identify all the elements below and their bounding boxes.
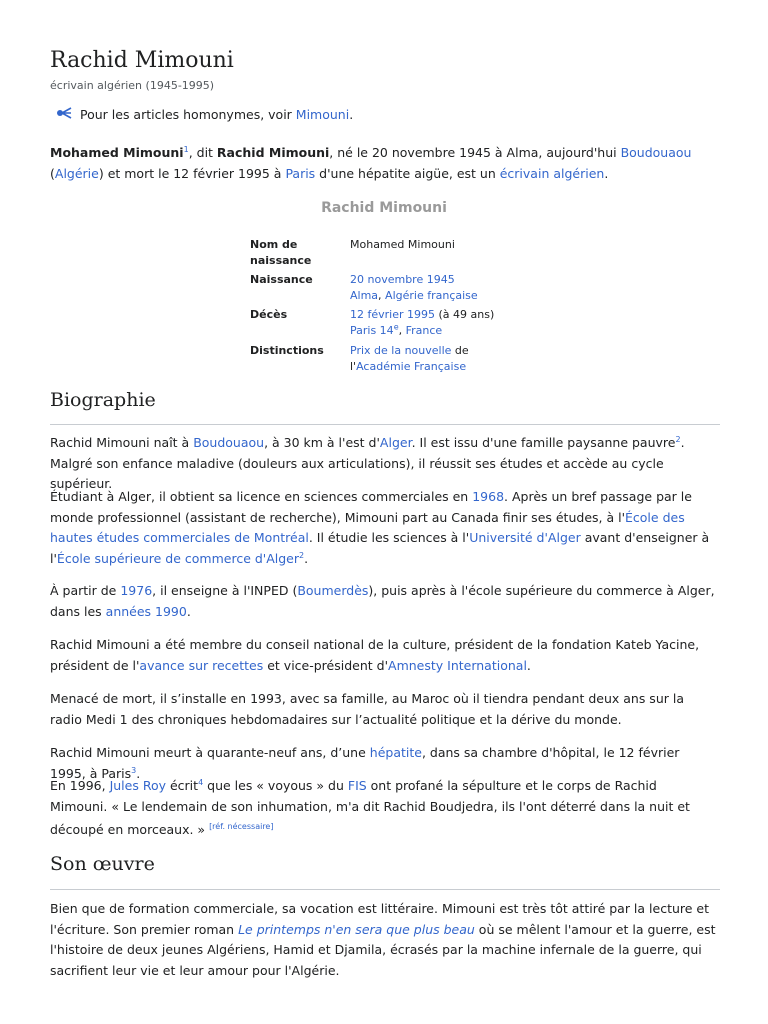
section-heading-biographie: Biographie [50,389,156,411]
ref-1[interactable]: 1 [183,144,189,154]
link-amnesty[interactable]: Amnesty International [388,657,527,673]
hatnote [56,107,353,122]
bio-paragraph-6: Rachid Mimouni meurt à quarante-neuf ans, d’une hépatite, dans sa chambre d'hôpital, le 12 février 1995, à Paris$^3$. [50,745,680,781]
link-boumerdes[interactable]: Boumerdès [297,583,369,598]
link-hepatite[interactable]: hépatite [369,745,422,760]
link-ecole-commerce-alger[interactable]: École supérieure de commerce d'Alger [56,550,300,566]
link-algerie-francaise[interactable]: Algérie française [385,288,478,302]
infobox-value: Prix de la nouvelle de l'Académie Française [350,344,469,373]
infobox-title: Rachid Mimouni [321,200,447,216]
link-hec-montreal[interactable]: École des hautes études commerciales de Montréal [50,509,685,545]
infobox-label: Naissance [250,273,313,286]
infobox-value: 12 février 1995 (à 49 ans) Paris 14e, France [350,308,495,337]
infobox-row-birth [250,272,670,303]
ref-4[interactable]: 4 [198,777,204,787]
oeuvre-paragraph-1: Bien que de formation commerciale, sa vocation est littéraire. Mimouni est très tôt attiré par la lecture et l'écriture. Son premier roman Le printemps n'en sera que plus beau où se mêlent l'amour et la guerre, est l'histoire de deux jeunes Algériens, Hamid et Djamila, écrasés par la machine infernale de la guerre, qui sacrifient leur vie et leur amour pour l'Algérie. [50,901,716,978]
link-algerie[interactable]: Algérie [54,165,99,181]
ref-2[interactable]: 2 [299,550,305,560]
link-ecrivain-algerien[interactable]: écrivain algérien [499,165,605,181]
link-alma[interactable]: Alma [350,288,379,302]
infobox-row-distinctions [250,343,670,374]
page-subtitle: écrivain algérien (1945-1995) [50,79,215,92]
ref-2[interactable]: 2 [675,434,681,444]
link-death-date[interactable]: 12 février 1995 [350,308,436,321]
bio-paragraph-4: Rachid Mimouni a été membre du conseil national de la culture, président de la fondation Kateb Yacine, président de l'avance sur recettes et vice-président d'Amnesty International. [50,637,700,673]
link-boudouaou[interactable]: Boudouaou [193,435,265,450]
link-avance-recettes[interactable]: avance sur recettes [139,657,264,673]
section-heading-oeuvre: Son œuvre [50,853,155,875]
infobox-label: Nom de naissance [250,238,312,267]
link-annees-1990[interactable]: années 1990 [105,603,187,619]
infobox-value: 20 novembre 1945 Alma, Algérie française [350,273,478,302]
link-jules-roy[interactable]: Jules Roy [109,778,166,793]
section-divider [50,424,720,425]
intro-paragraph: Mohamed Mimouni$^1$, dit Rachid Mimouni, né le 20 novembre 1945 à Alma, aujourd'hui Boudouaou (Algérie) et mort le 12 février 1995 à Paris d'une hépatite aigüe, est un écrivain algérien. [50,144,692,181]
bio-paragraph-5: Menacé de mort, il s’installe en 1993, avec sa famille, au Maroc où il tiendra pendant deux ans sur la radio Medi 1 des chroniques hebdomadaires sur l’actualité politique et la dérive du monde. [50,691,684,727]
link-universite-alger[interactable]: Université d'Alger [469,530,581,545]
link-academie-francaise[interactable]: Académie Française [356,359,467,373]
link-birth-date[interactable]: 20 novembre 1945 [350,273,455,286]
bio-paragraph-2: Étudiant à Alger, il obtient sa licence en sciences commerciales en 1968. Après un bref passage par le monde professionnel (assistant de recherche), Mimouni part au Canada finir ses études, à l'École des hautes études commerciales de Montréal. Il étudie les sciences à l'Université d'Alger avant d'enseigner à l'École supérieure de commerce d'Alger$^2$. [50,489,710,566]
link-paris-14[interactable]: Paris 14e [350,321,399,337]
link-boudouaou[interactable]: Boudouaou [620,145,692,160]
bio-paragraph-1: Rachid Mimouni naît à Boudouaou, à 30 km à l'est d'Alger. Il est issu d'une famille paysanne pauvre$^2$. Malgré son enfance maladive (douleurs aux articulations), il réussit ses études et accède au cycle supérieur. [50,434,685,491]
infobox-value: Mohamed Mimouni [350,238,455,251]
page-title: Rachid Mimouni [50,48,234,73]
infobox-label: Distinctions [250,344,324,357]
ref-3[interactable]: 3 [131,765,137,775]
link-1968[interactable]: 1968 [472,489,505,504]
hatnote-link[interactable]: Mimouni [295,107,350,122]
link-1976[interactable]: 1976 [120,583,153,598]
infobox-row-birthname [250,237,670,268]
section-divider [50,889,720,890]
link-france[interactable]: France [405,323,443,337]
link-alger[interactable]: Alger [379,435,412,450]
link-premier-roman[interactable]: Le printemps n'en sera que plus beau [238,921,475,937]
disambiguation-icon [56,107,72,122]
infobox-label: Décès [250,308,288,321]
link-paris[interactable]: Paris [285,165,316,181]
link-fis[interactable]: FIS [347,778,367,793]
hatnote-text: Pour les articles homonymes, voir Mimouni. [80,107,354,122]
bio-paragraph-7: En 1996, Jules Roy écrit$^4$ que les « voyous » du FIS ont profané la sépulture et le corps de Rachid Mimouni. « Le lendemain de son inhumation, m'a dit Rachid Boudjedra, ils l'ont déterré dans la nuit et découpé en morceaux. » [réf. nécessaire] [50,777,690,838]
citation-needed-link[interactable]: [réf. nécessaire] [209,822,274,831]
bio-paragraph-3: À partir de 1976, il enseigne à l'INPED (Boumerdès), puis après à l'école supérieure du commerce à Alger, dans les années 1990. [50,583,715,619]
infobox-row-death [250,307,670,338]
link-prix-nouvelle[interactable]: Prix de la nouvelle [350,344,452,357]
